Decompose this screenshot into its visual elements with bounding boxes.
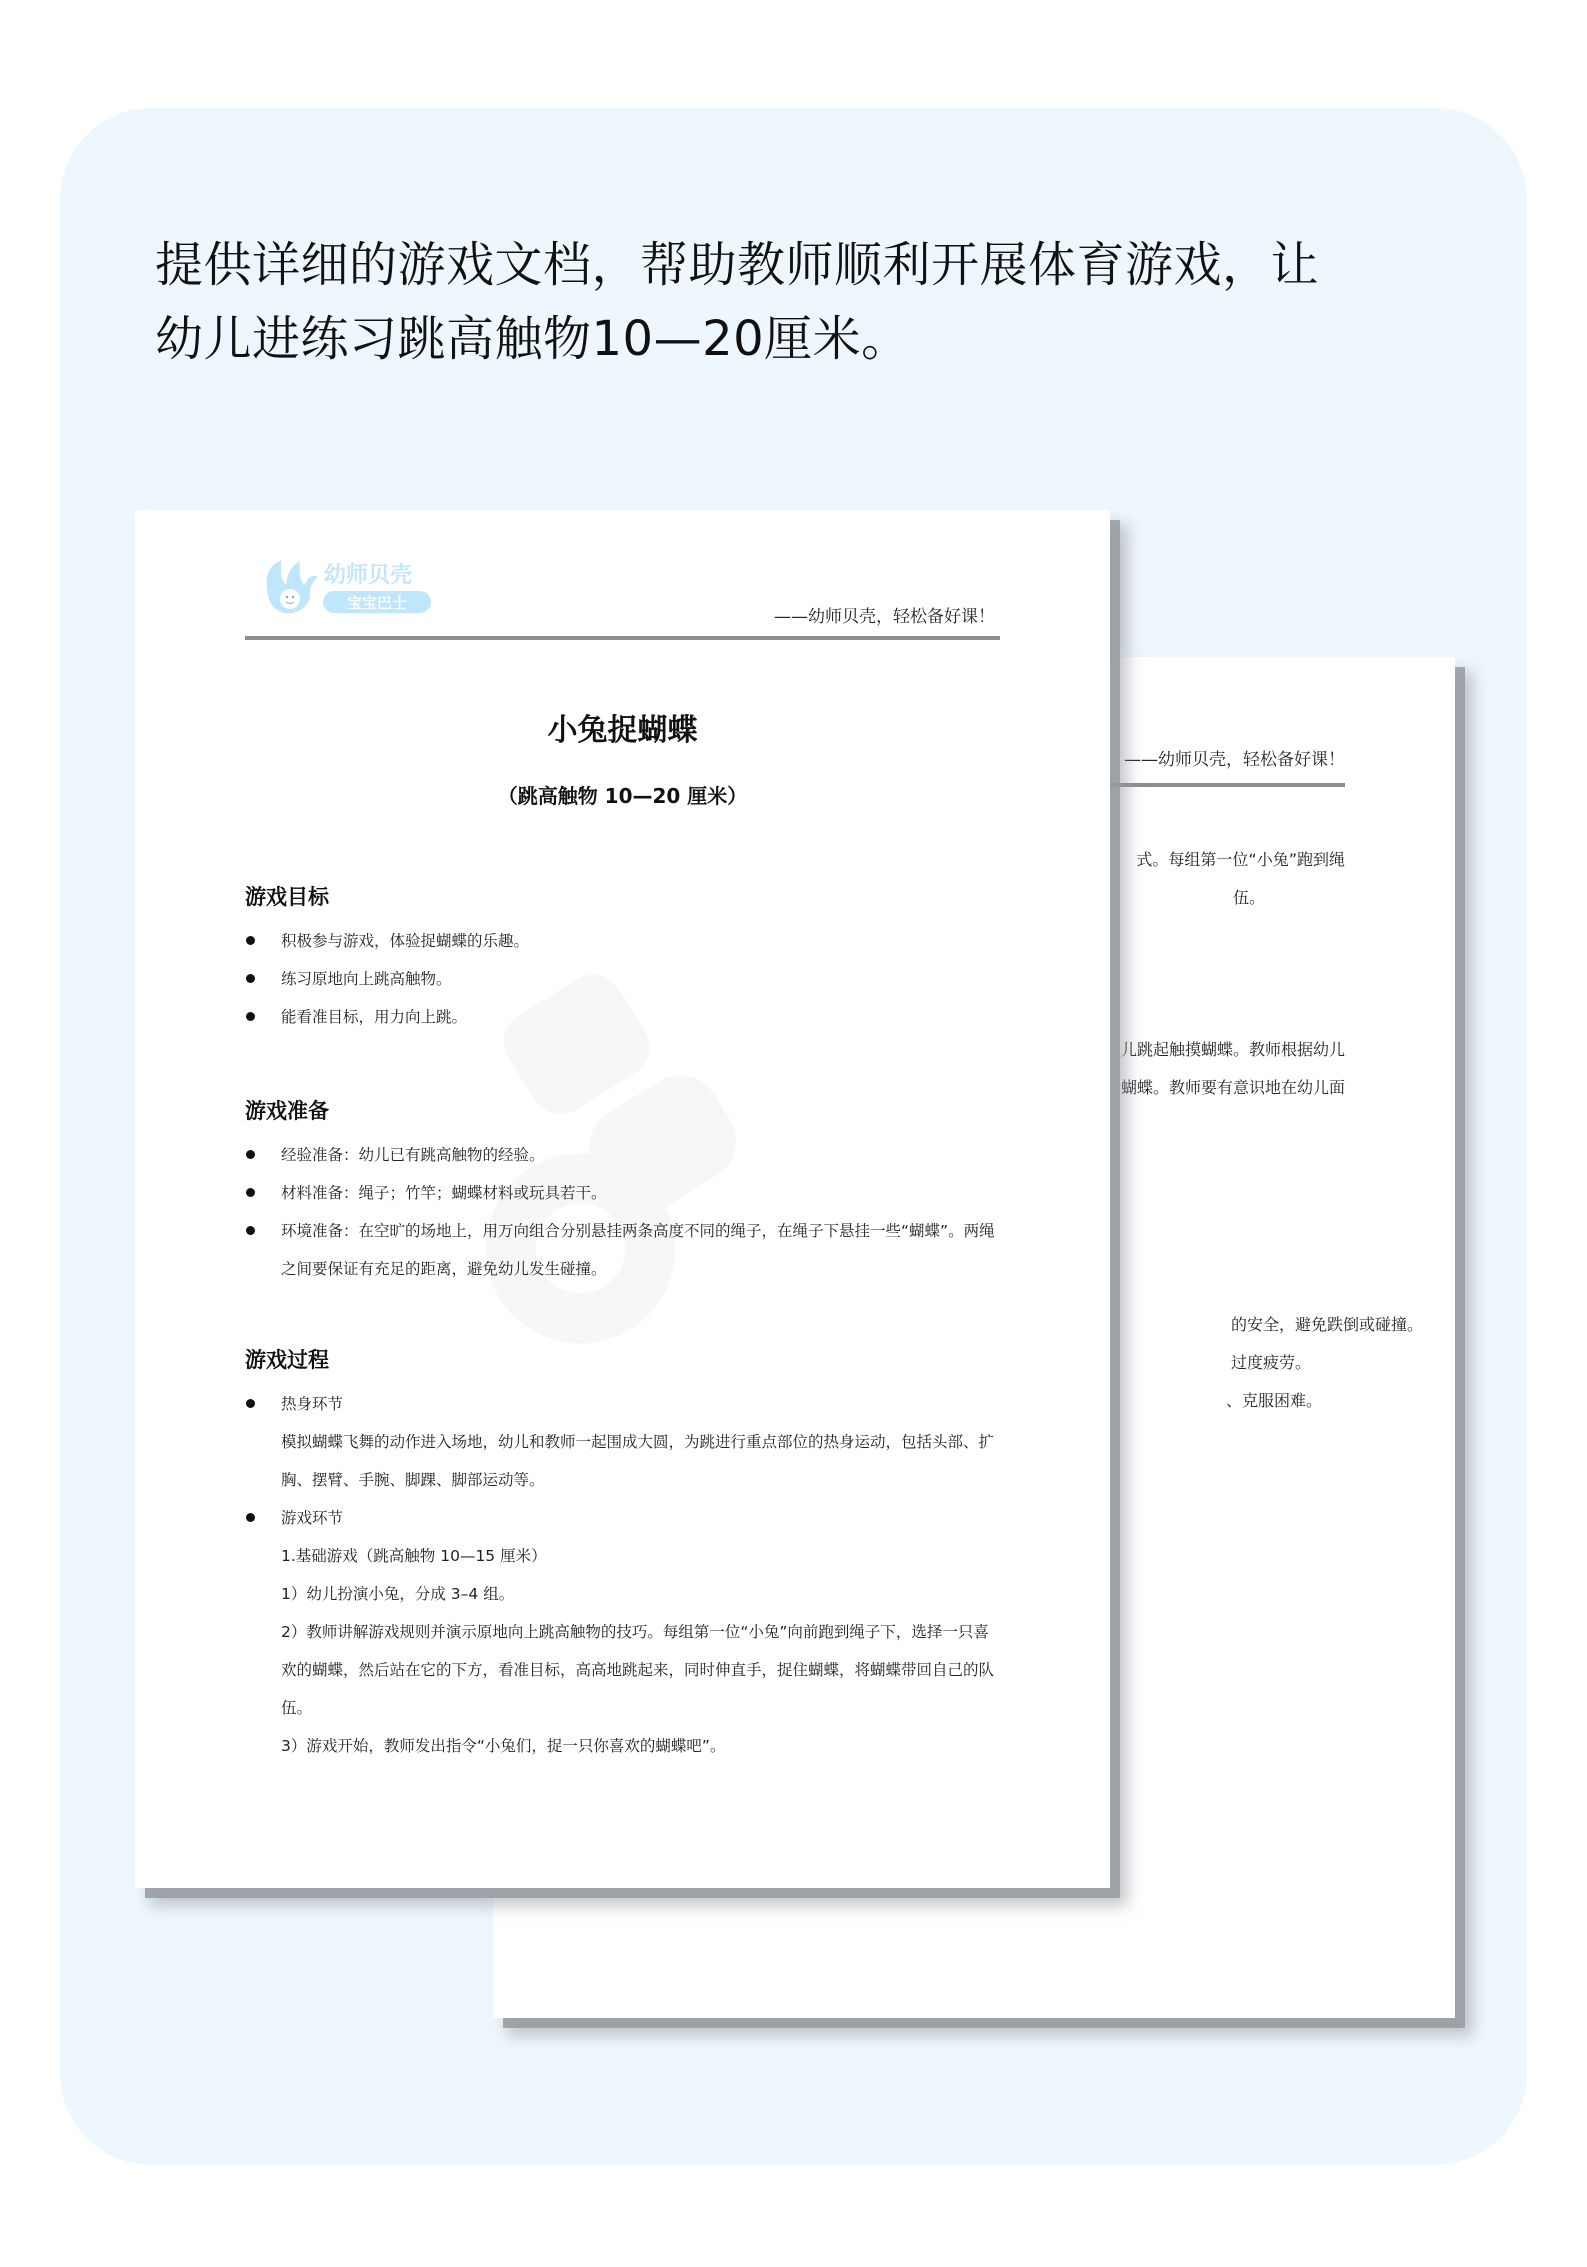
list-item: 材料准备：绳子；竹竿；蝴蝶材料或玩具若干。 [245,1174,1000,1212]
list-item: 积极参与游戏，体验捉蝴蝶的乐趣。 [245,922,1000,960]
list-item: 环境准备：在空旷的场地上，用万向组合分别悬挂两条高度不同的绳子，在绳子下悬挂一些“蝴蝶”。两绳之间要保证有充足的距离，避免幼儿发生碰撞。 [245,1212,1000,1288]
section-preparation [245,1094,1000,1288]
text-fragment: 式。每组第一位“小兔”跑到绳 [1136,850,1345,869]
document-body [245,880,1000,1765]
brand-logo [260,555,435,620]
document-page-front [135,510,1110,1888]
list-item: 练习原地向上跳高触物。 [245,960,1000,998]
paragraph: 模拟蝴蝶飞舞的动作进入场地，幼儿和教师一起围成大圆，为跳进行重点部位的热身运动，包括头部、扩胸、摆臂、手腕、脚踝、脚部运动等。 [281,1433,995,1489]
paragraph: 2）教师讲解游戏规则并演示原地向上跳高触物的技巧。每组第一位“小兔”向前跑到绳子下，选择一只喜欢的蝴蝶，然后站在它的下方，看准目标，高高地跳起来，同时伸直手，捉住蝴蝶，将蝴蝶带回自己的队伍。 [281,1623,995,1717]
section-title: 游戏目标 [245,885,329,909]
section-title: 游戏过程 [245,1348,329,1372]
paragraph: 1.基础游戏（跳高触物 10—15 厘米） [281,1547,547,1565]
list-item-heading: 游戏环节 [245,1499,1000,1537]
headline [155,228,1435,376]
paragraph: 1）幼儿扮演小兔，分成 3–4 组。 [281,1585,515,1603]
text-fragment: 伍。 [1233,888,1266,907]
svg-text:宝宝巴士: 宝宝巴士 [346,594,408,612]
list-item: 能看准目标，用力向上跳。 [245,998,1000,1036]
text-fragment: 的安全，避免跌倒或碰撞。 [1231,1315,1424,1334]
headline-line-2: 幼儿进练习跳高触物10—20厘米。 [155,311,910,367]
shell-logo-icon [260,555,435,620]
headline-line-1: 提供详细的游戏文档，帮助教师顺利开展体育游戏，让 [155,237,1320,293]
header-divider [245,636,1000,640]
text-fragment: 蝴蝶。教师要有意识地在幼儿面 [1120,1078,1345,1097]
section-title: 游戏准备 [245,1099,329,1123]
document-subtitle: （跳高触物 10—20 厘米） [497,784,748,808]
list-item-heading: 热身环节 [245,1385,1000,1423]
paragraph: 3）游戏开始，教师发出指令“小兔们，捉一只你喜欢的蝴蝶吧”。 [281,1737,726,1755]
section-goals [245,880,1000,1036]
list-item: 经验准备：幼儿已有跳高触物的经验。 [245,1136,1000,1174]
text-fragment: 过度疲劳。 [1231,1353,1312,1372]
page-slogan: ——幼师贝壳，轻松备好课！ [1124,750,1345,770]
text-fragment: 儿跳起触摸蝴蝶。教师根据幼儿 [1120,1040,1345,1059]
page-slogan: ——幼师贝壳，轻松备好课！ [774,607,995,627]
svg-text:幼师贝壳: 幼师贝壳 [324,563,413,588]
section-process [245,1343,1000,1765]
text-fragment: 、克服困难。 [1226,1391,1323,1410]
document-title: 小兔捉蝴蝶 [547,713,698,748]
